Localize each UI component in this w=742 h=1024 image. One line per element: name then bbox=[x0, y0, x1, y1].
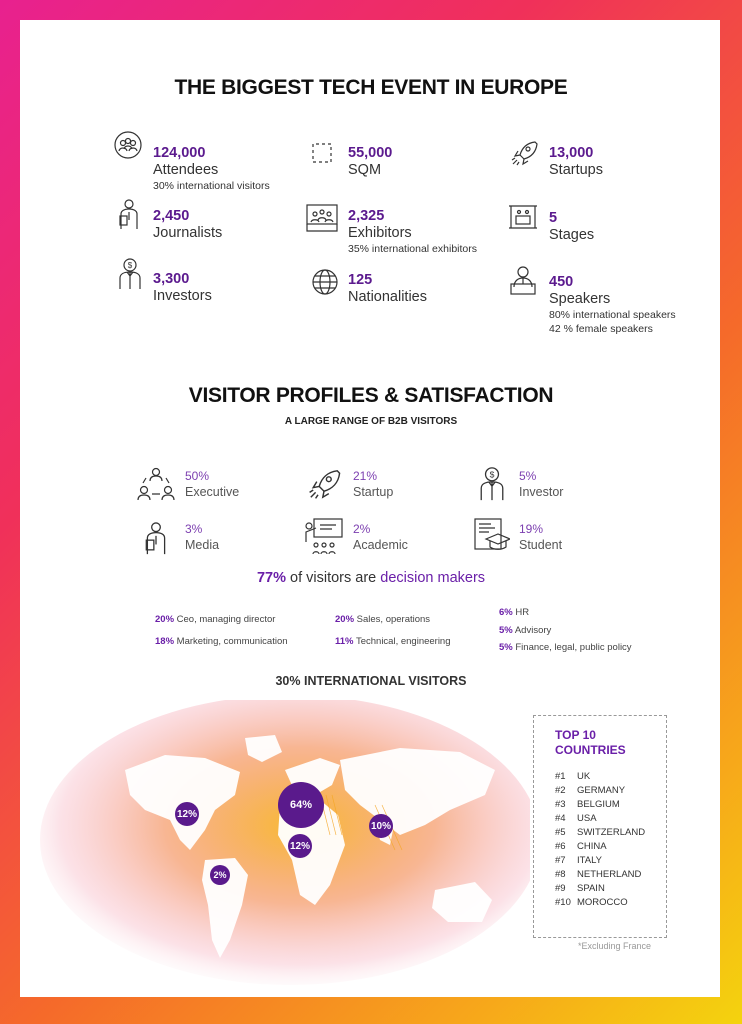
stat-label: Attendees bbox=[153, 162, 219, 178]
stat-sub2: 42 % female speakers bbox=[549, 323, 653, 335]
role-pct: 5% bbox=[499, 625, 513, 636]
profile-pct: 2% bbox=[353, 522, 371, 536]
country-name: SWITZERLAND bbox=[577, 827, 646, 838]
world-map-graphic bbox=[30, 700, 530, 990]
role-pct: 18% bbox=[155, 636, 175, 647]
stat-attendees bbox=[153, 145, 270, 193]
profile-startup bbox=[353, 469, 393, 500]
country-rank: #2 bbox=[555, 785, 566, 796]
profile-pct: 50% bbox=[185, 469, 210, 483]
section-title: VISITOR PROFILES & SATISFACTION bbox=[188, 384, 554, 407]
role-item bbox=[499, 642, 632, 653]
svg-text:$: $ bbox=[127, 261, 133, 270]
stat-number: 5 bbox=[549, 210, 558, 226]
stat-label: SQM bbox=[348, 162, 382, 178]
country-item bbox=[555, 826, 666, 840]
profile-label: Media bbox=[185, 538, 220, 552]
country-name: CHINA bbox=[577, 841, 607, 852]
role-label: Ceo, managing director bbox=[174, 614, 276, 625]
stat-label: Stages bbox=[549, 227, 595, 243]
country-item bbox=[555, 868, 666, 882]
role-item bbox=[155, 636, 288, 647]
investor-icon bbox=[117, 258, 143, 290]
top10-list bbox=[555, 770, 666, 910]
stat-nationalities bbox=[348, 272, 427, 306]
investor-icon bbox=[478, 466, 506, 502]
role-pct: 20% bbox=[335, 614, 355, 625]
role-pct: 5% bbox=[499, 642, 513, 653]
role-label: Technical, engineering bbox=[353, 636, 451, 647]
role-pct: 6% bbox=[499, 607, 513, 618]
country-name: SPAIN bbox=[577, 883, 605, 894]
rocket-icon bbox=[509, 138, 539, 168]
role-item bbox=[155, 614, 275, 625]
stat-number: 2,450 bbox=[153, 208, 190, 224]
stat-number: 450 bbox=[549, 274, 574, 290]
role-label: Sales, operations bbox=[354, 614, 431, 625]
stat-number: 125 bbox=[348, 272, 373, 288]
country-name: UK bbox=[577, 771, 591, 782]
stat-label: Startups bbox=[549, 162, 603, 178]
stat-number: 124,000 bbox=[153, 145, 206, 161]
stat-investors bbox=[153, 271, 212, 305]
role-pct: 20% bbox=[155, 614, 175, 625]
rocket-icon bbox=[306, 466, 342, 502]
stat-number: 13,000 bbox=[549, 145, 594, 161]
executive-icon bbox=[137, 466, 175, 502]
country-name: NETHERLAND bbox=[577, 869, 642, 880]
stat-label: Investors bbox=[153, 288, 212, 304]
stat-stages bbox=[549, 210, 594, 244]
stat-number: 3,300 bbox=[153, 271, 190, 287]
stat-journalists bbox=[153, 208, 222, 242]
decision-highlight: decision makers bbox=[380, 570, 486, 586]
page-title: THE BIGGEST TECH EVENT IN EUROPE bbox=[174, 76, 568, 99]
profile-media bbox=[185, 522, 219, 553]
stat-label: Nationalities bbox=[348, 289, 427, 305]
profile-label: Academic bbox=[353, 538, 408, 552]
section-subtitle: A LARGE RANGE OF B2B VISITORS bbox=[284, 416, 458, 427]
country-rank: #5 bbox=[555, 827, 566, 838]
profile-investor bbox=[519, 469, 563, 500]
top10-title-line1: TOP 10 bbox=[555, 728, 596, 742]
speaker-icon bbox=[508, 265, 538, 295]
map-bubble-asia: 10% bbox=[369, 814, 393, 838]
profile-label: Student bbox=[519, 538, 563, 552]
country-name: GERMANY bbox=[577, 785, 626, 796]
role-pct: 11% bbox=[335, 636, 354, 647]
role-label: HR bbox=[512, 607, 530, 618]
stat-startups bbox=[549, 145, 603, 179]
country-item bbox=[555, 784, 666, 798]
stat-sub: 35% international exhibitors bbox=[348, 243, 477, 255]
profile-student bbox=[519, 522, 562, 553]
stat-label: Exhibitors bbox=[348, 225, 412, 241]
profile-academic bbox=[353, 522, 408, 553]
country-item bbox=[555, 882, 666, 896]
exhibitor-icon bbox=[306, 204, 338, 232]
stat-exhibitors bbox=[348, 208, 477, 256]
globe-icon bbox=[312, 269, 338, 295]
stat-sqm bbox=[348, 145, 392, 179]
role-label: Finance, legal, public policy bbox=[512, 642, 632, 653]
profile-label: Investor bbox=[519, 485, 564, 499]
profile-pct: 19% bbox=[519, 522, 544, 536]
map-bubble-north-america: 12% bbox=[175, 802, 199, 826]
stat-sub: 30% international visitors bbox=[153, 180, 270, 192]
academic-icon bbox=[304, 518, 344, 556]
country-rank: #10 bbox=[555, 897, 571, 908]
world-map bbox=[30, 700, 530, 990]
profile-pct: 3% bbox=[185, 522, 203, 536]
country-item bbox=[555, 854, 666, 868]
country-item bbox=[555, 798, 666, 812]
country-item bbox=[555, 812, 666, 826]
profile-pct: 5% bbox=[519, 469, 537, 483]
journalist-icon bbox=[116, 198, 142, 230]
role-item bbox=[499, 607, 529, 618]
country-item bbox=[555, 770, 666, 784]
svg-text:$: $ bbox=[489, 469, 495, 480]
country-rank: #4 bbox=[555, 813, 566, 824]
map-bubble-europe: 64% bbox=[278, 782, 324, 828]
stat-sub: 80% international speakers bbox=[549, 309, 676, 321]
country-rank: #3 bbox=[555, 799, 566, 810]
profile-label: Executive bbox=[185, 485, 240, 499]
attendees-icon bbox=[113, 130, 143, 160]
decision-text: of visitors are bbox=[285, 570, 381, 586]
role-item bbox=[335, 636, 451, 647]
stat-number: 55,000 bbox=[348, 145, 393, 161]
country-name: BELGIUM bbox=[577, 799, 620, 810]
country-rank: #8 bbox=[555, 869, 566, 880]
role-item bbox=[499, 625, 551, 636]
decision-makers-line bbox=[0, 570, 742, 586]
stage-icon bbox=[508, 204, 538, 230]
profile-pct: 21% bbox=[353, 469, 378, 483]
decision-pct: 77% bbox=[256, 570, 286, 586]
international-title: 30% INTERNATIONAL VISITORS bbox=[275, 674, 467, 688]
top10-title-line2: COUNTRIES bbox=[555, 743, 626, 757]
country-rank: #7 bbox=[555, 855, 566, 866]
country-rank: #6 bbox=[555, 841, 566, 852]
country-name: MOROCCO bbox=[577, 897, 628, 908]
map-bubble-south-america: 2% bbox=[210, 865, 230, 885]
role-item bbox=[335, 614, 430, 625]
profile-executive bbox=[185, 469, 239, 500]
country-rank: #9 bbox=[555, 883, 566, 894]
country-item bbox=[555, 840, 666, 854]
footnote: *Excluding France bbox=[578, 941, 652, 951]
media-icon bbox=[142, 520, 170, 556]
stat-label: Journalists bbox=[153, 225, 223, 241]
map-bubble-africa: 12% bbox=[288, 834, 312, 858]
student-icon bbox=[474, 518, 510, 552]
country-name: ITALY bbox=[577, 855, 602, 866]
top10-countries-box bbox=[533, 715, 667, 938]
profile-label: Startup bbox=[353, 485, 394, 499]
area-icon bbox=[311, 142, 333, 164]
stat-number: 2,325 bbox=[348, 208, 385, 224]
stat-label: Speakers bbox=[549, 291, 611, 307]
stat-speakers bbox=[549, 274, 676, 336]
role-label: Marketing, communication bbox=[174, 636, 288, 647]
country-item bbox=[555, 896, 666, 910]
country-rank: #1 bbox=[555, 771, 566, 782]
role-label: Advisory bbox=[512, 625, 552, 636]
country-name: USA bbox=[577, 813, 597, 824]
